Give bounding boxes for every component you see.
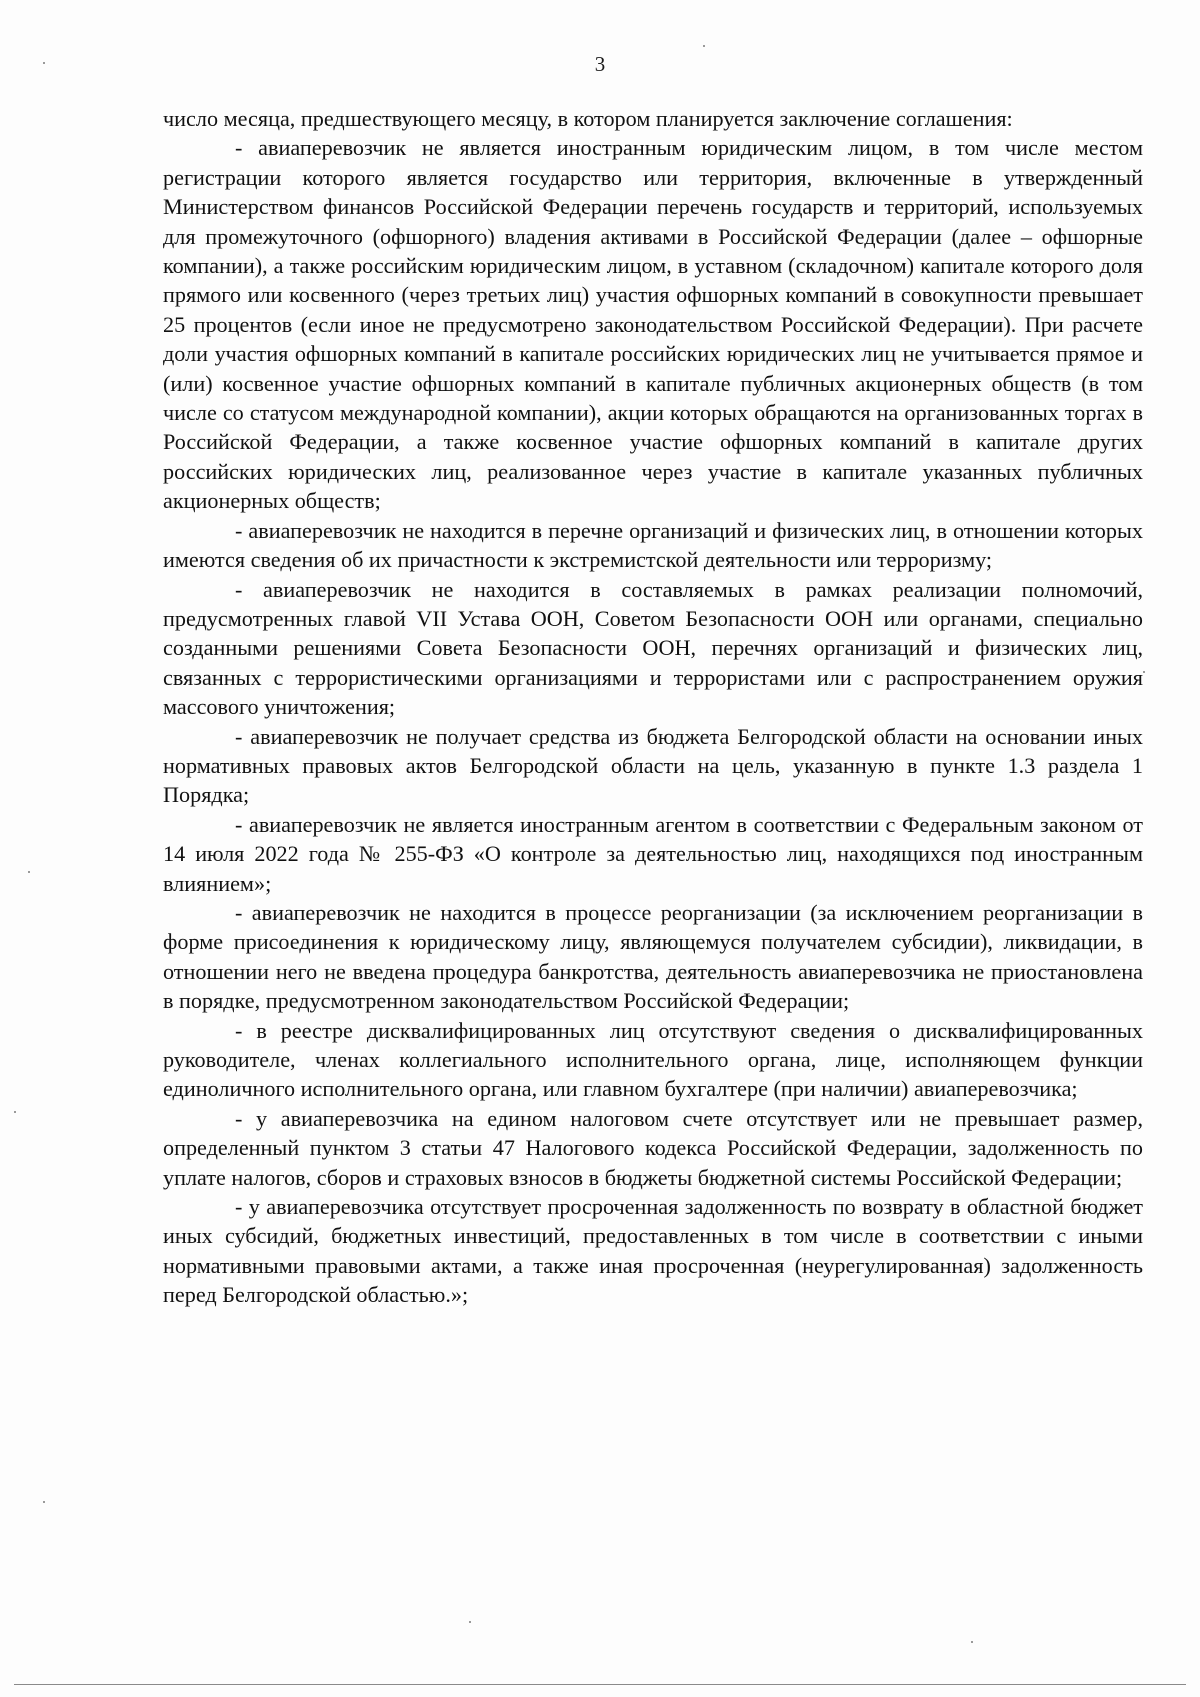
scan-edge-line [14,1684,1186,1685]
scan-speck [469,1621,471,1623]
scan-speck [43,62,45,64]
scan-speck [43,1501,45,1503]
scan-speck [703,45,705,47]
paragraph-tax-debt-condition: - у авиаперевозчика на едином налоговом счете отсутствует или не превышает размер, определенный пунктом 3 статьи 47 Налогового кодекса Российской Федерации, задолженность по уплате налогов, сборов и страховых взносов в бюджеты бюджетной системы Российской Федерации; [163,1105,1143,1190]
paragraph-un-lists-condition: - авиаперевозчик не находится в составляемых в рамках реализации полномочий, предусмотренных главой VII Устава ООН, Советом Безопасности ООН или органами, специально созданными решениями Совета Безопасности ООН, перечнях организаций и физических лиц, связанных с террористическими организациями и террористами или с распространением оружия массового уничтожения; [163,576,1143,720]
paragraph-budget-funds-condition: - авиаперевозчик не получает средства из бюджета Белгородской области на основании иных нормативных правовых актов Белгородской области на цель, указанную в пункте 1.3 раздела 1 Порядка; [163,723,1143,808]
paragraph-reorganization-condition: - авиаперевозчик не находится в процессе реорганизации (за исключением реорганизации в форме присоединения к юридическому лицу, являющемуся получателем субсидии), ликвидации, в отношении него не введена процедура банкротства, деятельность авиаперевозчика не приостановлена в порядке, предусмотренном законодательством Российской Федерации; [163,899,1143,1014]
scan-speck [971,1641,973,1643]
document-body [163,104,1143,1310]
paragraph-extremism-condition: - авиаперевозчик не находится в перечне организаций и физических лиц, в отношении которых имеются сведения об их причастности к экстремистской деятельности или терроризму; [163,517,1143,573]
scan-speck [1143,671,1145,673]
scan-speck [28,871,30,873]
paragraph-overdue-debt-condition: - у авиаперевозчика отсутствует просроченная задолженность по возврату в областной бюджет иных субсидий, бюджетных инвестиций, предоставленных в том числе в соответствии с иными нормативными правовыми актами, а также иная просроченная (неурегулированная) задолженность перед Белгородской областью.»; [163,1194,1143,1308]
paragraph-foreign-agent-condition: - авиаперевозчик не является иностранным агентом в соответствии с Федеральным законом от 14 июля 2022 года № 255-ФЗ «О контроле за деятельностью лиц, находящихся под иностранным влиянием»; [163,811,1143,896]
paragraph-disqualified-registry-condition: - в реестре дисквалифицированных лиц отсутствуют сведения о дисквалифицированных руководителе, членах коллегиального исполнительного органа, лице, исполняющем функции единоличного исполнительного органа, или главном бухгалтере (при наличии) авиаперевозчика; [163,1017,1143,1102]
scan-speck [14,1111,16,1113]
page-number: 3 [594,52,606,76]
paragraph-continuation: число месяца, предшествующего месяцу, в котором планируется заключение соглашения: [163,106,1013,131]
paragraph-offshore-condition: - авиаперевозчик не является иностранным юридическим лицом, в том числе местом регистрации которого является государство или территория, включенные в утвержденный Министерством финансов Российской Федерации перечень государств и территорий, используемых для промежуточного (офшорного) владения активами в Российской Федерации (далее – офшорные компании), а также российским юридическим лицом, в уставном (складочном) капитале которого доля прямого или косвенного (через третьих лиц) участия офшорных компаний в совокупности превышает 25 процентов (если иное не предусмотрено законодательством Российской Федерации). При расчете доли участия офшорных компаний в капитале российских юридических лиц не учитывается прямое и (или) косвенное участие офшорных компаний в капитале публичных акционерных обществ (в том числе со статусом международной компании), акции которых обращаются на организованных торгах в Российской Федерации, а также косвенное участие офшорных компаний в капитале других российских юридических лиц, реализованное через участие в капитале указанных публичных акционерных обществ; [163,135,1143,514]
